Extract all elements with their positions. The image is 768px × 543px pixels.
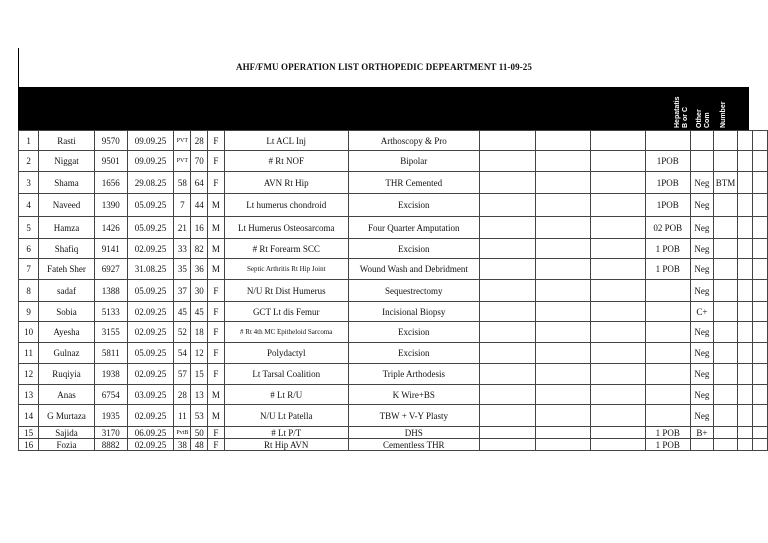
age-cell: 58 (174, 172, 191, 194)
ward-cell: 44 (191, 194, 208, 217)
page-title: AHF/FMU OPERATION LIST ORTHOPEDIC DEPEARTMENT 11-09-25 (235, 62, 533, 72)
header-other-com: Com (704, 112, 711, 128)
admission-date-cell: 03.09.25 (127, 385, 174, 405)
patient-name-cell: Shafiq (39, 239, 95, 259)
ward-cell: 16 (191, 217, 208, 239)
age-cell: 11 (174, 405, 191, 427)
diagnosis-cell: # Rt NOF (224, 151, 348, 172)
hepatitis-cell: Neg (691, 259, 714, 280)
blank-cell-3 (591, 151, 645, 172)
ward-cell: 30 (191, 280, 208, 302)
extra-cell (753, 151, 768, 172)
patient-name-cell: Fateh Sher (39, 259, 95, 280)
blank-cell-3 (591, 439, 645, 451)
sex-cell: M (208, 194, 225, 217)
table-row (19, 343, 768, 364)
ward-cell: 13 (191, 385, 208, 405)
blank-cell-3 (591, 131, 645, 151)
blank-cell-3 (591, 322, 645, 343)
extra-cell (753, 439, 768, 451)
admission-date-cell: 02.09.25 (127, 405, 174, 427)
other-com-cell: BTM (713, 172, 738, 194)
admission-date-cell: 09.09.25 (127, 151, 174, 172)
blank-cell-2 (535, 194, 591, 217)
patient-name-cell: Rasti (39, 131, 95, 151)
pod-cell: 1POB (645, 194, 691, 217)
diagnosis-cell: GCT Lt dis Femur (224, 302, 348, 322)
blank-cell-2 (535, 217, 591, 239)
age-cell: 45 (174, 302, 191, 322)
serial-cell: 9 (19, 302, 39, 322)
other-com-cell (713, 131, 738, 151)
blank-cell-1 (479, 439, 535, 451)
patient-name-cell: Gulnaz (39, 343, 95, 364)
diagnosis-cell: Rt Hip AVN (224, 439, 348, 451)
sex-cell: F (208, 364, 225, 385)
patient-name-cell: Sajida (39, 427, 95, 439)
table-header-band (18, 87, 749, 130)
patient-name-cell: G Murtaza (39, 405, 95, 427)
procedure-cell: Excision (348, 343, 479, 364)
diagnosis-cell: Lt Humerus Osteosarcoma (224, 217, 348, 239)
pod-cell: 02 POB (645, 217, 691, 239)
patient-name-cell: Naveed (39, 194, 95, 217)
table-row (19, 322, 768, 343)
ward-cell: 50 (191, 427, 208, 439)
hepatitis-cell: Neg (691, 239, 714, 259)
extra-cell (753, 259, 768, 280)
header-other: Other (696, 109, 703, 128)
blank-cell-2 (535, 439, 591, 451)
blank-cell-3 (591, 239, 645, 259)
number-cell (738, 322, 753, 343)
other-com-cell (713, 151, 738, 172)
pod-cell (645, 322, 691, 343)
patient-name-cell: Shama (39, 172, 95, 194)
blank-cell-1 (479, 364, 535, 385)
age-cell: 33 (174, 239, 191, 259)
blank-cell-2 (535, 302, 591, 322)
operation-list-table (18, 130, 768, 451)
ward-cell: 64 (191, 172, 208, 194)
procedure-cell: Excision (348, 239, 479, 259)
pod-cell: 1POB (645, 172, 691, 194)
procedure-cell: Bipolar (348, 151, 479, 172)
serial-cell: 14 (19, 405, 39, 427)
sex-cell: F (208, 343, 225, 364)
blank-cell-2 (535, 259, 591, 280)
diagnosis-cell: # Lt P/T (224, 427, 348, 439)
table-row (19, 280, 768, 302)
table-row (19, 172, 768, 194)
mr-number-cell: 5133 (94, 302, 127, 322)
sex-cell: M (208, 405, 225, 427)
admission-date-cell: 09.09.25 (127, 131, 174, 151)
age-cell: 57 (174, 364, 191, 385)
mr-number-cell: 1390 (94, 194, 127, 217)
blank-cell-3 (591, 172, 645, 194)
hepatitis-cell: Neg (691, 217, 714, 239)
age-cell: 21 (174, 217, 191, 239)
blank-cell-1 (479, 194, 535, 217)
blank-cell-2 (535, 343, 591, 364)
table-row (19, 239, 768, 259)
serial-cell: 13 (19, 385, 39, 405)
mr-number-cell: 9501 (94, 151, 127, 172)
procedure-cell: Arthoscopy & Pro (348, 131, 479, 151)
mr-number-cell: 9141 (94, 239, 127, 259)
blank-cell-1 (479, 172, 535, 194)
blank-cell-2 (535, 151, 591, 172)
age-cell: PVT (174, 131, 191, 151)
extra-cell (753, 131, 768, 151)
blank-cell-1 (479, 239, 535, 259)
sex-cell: M (208, 385, 225, 405)
number-cell (738, 343, 753, 364)
diagnosis-cell: # Rt Forearm SCC (224, 239, 348, 259)
serial-cell: 6 (19, 239, 39, 259)
patient-name-cell: Sobia (39, 302, 95, 322)
blank-cell-3 (591, 405, 645, 427)
blank-cell-2 (535, 131, 591, 151)
ward-cell: 28 (191, 131, 208, 151)
admission-date-cell: 31.08.25 (127, 259, 174, 280)
blank-cell-3 (591, 194, 645, 217)
mr-number-cell: 1426 (94, 217, 127, 239)
sex-cell: F (208, 322, 225, 343)
sex-cell: F (208, 302, 225, 322)
table-row (19, 385, 768, 405)
serial-cell: 16 (19, 439, 39, 451)
table-row (19, 364, 768, 385)
blank-cell-1 (479, 151, 535, 172)
admission-date-cell: 02.09.25 (127, 364, 174, 385)
admission-date-cell: 05.09.25 (127, 343, 174, 364)
extra-cell (753, 364, 768, 385)
blank-cell-3 (591, 302, 645, 322)
serial-cell: 11 (19, 343, 39, 364)
pod-cell: 1POB (645, 151, 691, 172)
admission-date-cell: 02.09.25 (127, 302, 174, 322)
number-cell (738, 131, 753, 151)
age-cell: 35 (174, 259, 191, 280)
ward-cell: 53 (191, 405, 208, 427)
patient-name-cell: Ayesha (39, 322, 95, 343)
patient-name-cell: sadaf (39, 280, 95, 302)
patient-name-cell: Fozia (39, 439, 95, 451)
patient-name-cell: Anas (39, 385, 95, 405)
procedure-cell: THR Cemented (348, 172, 479, 194)
procedure-cell: Triple Arthodesis (348, 364, 479, 385)
age-cell: 7 (174, 194, 191, 217)
ward-cell: 70 (191, 151, 208, 172)
hepatitis-cell: Neg (691, 405, 714, 427)
number-cell (738, 217, 753, 239)
table-row (19, 405, 768, 427)
hepatitis-cell (691, 151, 714, 172)
patient-name-cell: Ruqiyia (39, 364, 95, 385)
pod-cell (645, 131, 691, 151)
ward-cell: 45 (191, 302, 208, 322)
blank-cell-2 (535, 364, 591, 385)
mr-number-cell: 8882 (94, 439, 127, 451)
pod-cell (645, 364, 691, 385)
diagnosis-cell: Lt Tarsal Coalition (224, 364, 348, 385)
other-com-cell (713, 239, 738, 259)
procedure-cell: Cementless THR (348, 439, 479, 451)
procedure-cell: Incisional Biopsy (348, 302, 479, 322)
sex-cell: M (208, 239, 225, 259)
number-cell (738, 280, 753, 302)
hepatitis-cell: Neg (691, 172, 714, 194)
diagnosis-cell: Lt ACL Inj (224, 131, 348, 151)
number-cell (738, 364, 753, 385)
age-cell: PvtB (174, 427, 191, 439)
extra-cell (753, 427, 768, 439)
mr-number-cell: 1938 (94, 364, 127, 385)
other-com-cell (713, 343, 738, 364)
sex-cell: F (208, 280, 225, 302)
extra-cell (753, 343, 768, 364)
table-row (19, 151, 768, 172)
mr-number-cell: 6927 (94, 259, 127, 280)
table-row (19, 217, 768, 239)
header-hepatatis-b-or-c: B or C (682, 107, 689, 128)
procedure-cell: TBW + V-Y Plasty (348, 405, 479, 427)
ward-cell: 15 (191, 364, 208, 385)
blank-cell-3 (591, 385, 645, 405)
procedure-cell: Sequestrectomy (348, 280, 479, 302)
serial-cell: 1 (19, 131, 39, 151)
table-row (19, 194, 768, 217)
other-com-cell (713, 405, 738, 427)
sex-cell: F (208, 151, 225, 172)
age-cell: 28 (174, 385, 191, 405)
header-hepatatis: Hepatatis (674, 96, 681, 128)
blank-cell-2 (535, 322, 591, 343)
admission-date-cell: 05.09.25 (127, 217, 174, 239)
number-cell (738, 194, 753, 217)
blank-cell-1 (479, 385, 535, 405)
diagnosis-cell: AVN Rt Hip (224, 172, 348, 194)
procedure-cell: K Wire+BS (348, 385, 479, 405)
other-com-cell (713, 385, 738, 405)
admission-date-cell: 05.09.25 (127, 194, 174, 217)
blank-cell-2 (535, 280, 591, 302)
hepatitis-cell: Neg (691, 194, 714, 217)
blank-cell-1 (479, 217, 535, 239)
hepatitis-cell: C+ (691, 302, 714, 322)
pod-cell (645, 302, 691, 322)
ward-cell: 82 (191, 239, 208, 259)
sex-cell: M (208, 259, 225, 280)
mr-number-cell: 3155 (94, 322, 127, 343)
extra-cell (753, 239, 768, 259)
blank-cell-1 (479, 427, 535, 439)
mr-number-cell: 1935 (94, 405, 127, 427)
hepatitis-cell: B+ (691, 427, 714, 439)
patient-name-cell: Niggat (39, 151, 95, 172)
mr-number-cell: 3170 (94, 427, 127, 439)
blank-cell-3 (591, 343, 645, 364)
blank-cell-1 (479, 259, 535, 280)
blank-cell-1 (479, 280, 535, 302)
blank-cell-2 (535, 239, 591, 259)
pod-cell: 1 POB (645, 427, 691, 439)
table-row (19, 439, 768, 451)
blank-cell-1 (479, 343, 535, 364)
ward-cell: 12 (191, 343, 208, 364)
sex-cell: F (208, 439, 225, 451)
pod-cell (645, 280, 691, 302)
extra-cell (753, 385, 768, 405)
pod-cell (645, 385, 691, 405)
blank-cell-3 (591, 280, 645, 302)
admission-date-cell: 02.09.25 (127, 239, 174, 259)
extra-cell (753, 194, 768, 217)
blank-cell-1 (479, 302, 535, 322)
age-cell: 54 (174, 343, 191, 364)
procedure-cell: Excision (348, 322, 479, 343)
header-number: Number (720, 101, 727, 128)
table-row (19, 259, 768, 280)
pod-cell: 1 POB (645, 239, 691, 259)
admission-date-cell: 06.09.25 (127, 427, 174, 439)
ward-cell: 48 (191, 439, 208, 451)
serial-cell: 10 (19, 322, 39, 343)
age-cell: 37 (174, 280, 191, 302)
diagnosis-cell: # Lt R/U (224, 385, 348, 405)
hepatitis-cell: Neg (691, 322, 714, 343)
other-com-cell (713, 217, 738, 239)
serial-cell: 7 (19, 259, 39, 280)
other-com-cell (713, 280, 738, 302)
pod-cell: 1 POB (645, 259, 691, 280)
blank-cell-1 (479, 131, 535, 151)
serial-cell: 3 (19, 172, 39, 194)
procedure-cell: Wound Wash and Debridment (348, 259, 479, 280)
table-row (19, 302, 768, 322)
other-com-cell (713, 364, 738, 385)
table-row (19, 131, 768, 151)
other-com-cell (713, 302, 738, 322)
hepatitis-cell (691, 131, 714, 151)
admission-date-cell: 02.09.25 (127, 439, 174, 451)
procedure-cell: Four Quarter Amputation (348, 217, 479, 239)
blank-cell-3 (591, 427, 645, 439)
number-cell (738, 239, 753, 259)
admission-date-cell: 02.09.25 (127, 322, 174, 343)
sex-cell: F (208, 172, 225, 194)
procedure-cell: Excision (348, 194, 479, 217)
other-com-cell (713, 194, 738, 217)
serial-cell: 5 (19, 217, 39, 239)
hepatitis-cell: Neg (691, 364, 714, 385)
number-cell (738, 385, 753, 405)
other-com-cell (713, 427, 738, 439)
pod-cell: 1 POB (645, 439, 691, 451)
age-cell: 52 (174, 322, 191, 343)
procedure-cell: DHS (348, 427, 479, 439)
ward-cell: 36 (191, 259, 208, 280)
mr-number-cell: 5811 (94, 343, 127, 364)
pod-cell (645, 405, 691, 427)
serial-cell: 2 (19, 151, 39, 172)
serial-cell: 8 (19, 280, 39, 302)
other-com-cell (713, 259, 738, 280)
blank-cell-3 (591, 259, 645, 280)
serial-cell: 15 (19, 427, 39, 439)
admission-date-cell: 05.09.25 (127, 280, 174, 302)
blank-cell-1 (479, 322, 535, 343)
ward-cell: 18 (191, 322, 208, 343)
blank-cell-2 (535, 427, 591, 439)
other-com-cell (713, 322, 738, 343)
blank-cell-3 (591, 364, 645, 385)
mr-number-cell: 1656 (94, 172, 127, 194)
number-cell (738, 405, 753, 427)
table-row (19, 427, 768, 439)
extra-cell (753, 172, 768, 194)
age-cell: 38 (174, 439, 191, 451)
mr-number-cell: 1388 (94, 280, 127, 302)
diagnosis-cell: N/U Lt Patella (224, 405, 348, 427)
blank-cell-3 (591, 217, 645, 239)
age-cell: PVT (174, 151, 191, 172)
sex-cell: F (208, 131, 225, 151)
serial-cell: 4 (19, 194, 39, 217)
blank-cell-2 (535, 385, 591, 405)
patient-name-cell: Hamza (39, 217, 95, 239)
pod-cell (645, 343, 691, 364)
hepatitis-cell: Neg (691, 280, 714, 302)
serial-cell: 12 (19, 364, 39, 385)
sex-cell: F (208, 427, 225, 439)
sex-cell: M (208, 217, 225, 239)
mr-number-cell: 6754 (94, 385, 127, 405)
extra-cell (753, 280, 768, 302)
blank-cell-2 (535, 172, 591, 194)
blank-cell-2 (535, 405, 591, 427)
number-cell (738, 427, 753, 439)
number-cell (738, 439, 753, 451)
extra-cell (753, 405, 768, 427)
number-cell (738, 259, 753, 280)
hepatitis-cell: Neg (691, 385, 714, 405)
diagnosis-cell: N/U Rt Dist Humerus (224, 280, 348, 302)
admission-date-cell: 29.08.25 (127, 172, 174, 194)
number-cell (738, 151, 753, 172)
number-cell (738, 172, 753, 194)
hepatitis-cell: Neg (691, 343, 714, 364)
extra-cell (753, 217, 768, 239)
number-cell (738, 302, 753, 322)
diagnosis-cell: # Rt 4th MC Epitheloid Sarcoma (224, 322, 348, 343)
hepatitis-cell (691, 439, 714, 451)
blank-cell-1 (479, 405, 535, 427)
mr-number-cell: 9570 (94, 131, 127, 151)
extra-cell (753, 322, 768, 343)
diagnosis-cell: Polydactyl (224, 343, 348, 364)
diagnosis-cell: Septic Arthritis Rt Hip Joint (224, 259, 348, 280)
diagnosis-cell: Lt humerus chondroid (224, 194, 348, 217)
extra-cell (753, 302, 768, 322)
other-com-cell (713, 439, 738, 451)
